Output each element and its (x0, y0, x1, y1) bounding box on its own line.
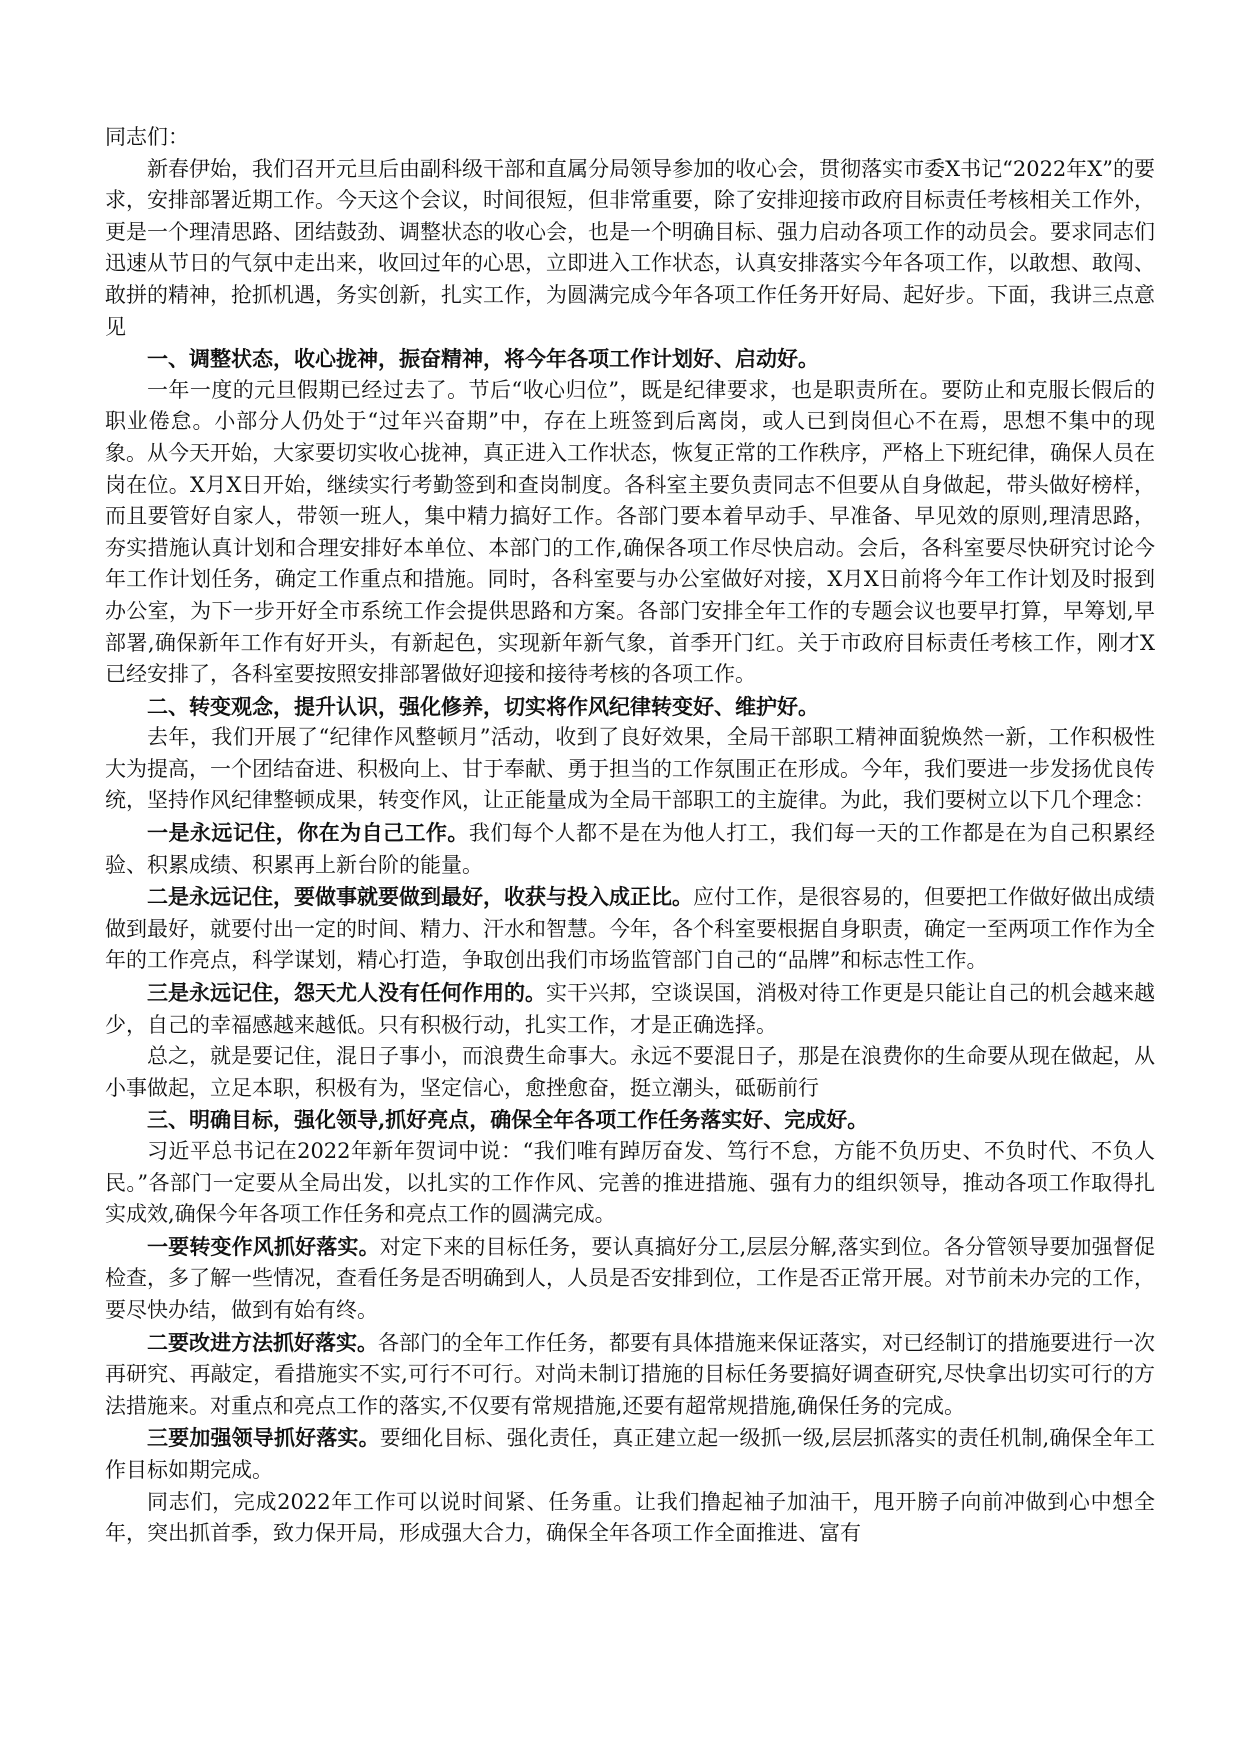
section-2-item-1-text: 我们每个人都不是在为他人打工，我们每一天的工作都是在为自己积累经验、积累成绩、积累再上新台阶的能量。 (105, 821, 1156, 877)
section-2-item-2-lead: 二是永远记住，要做事就要做到最好，收获与投入成正比。 (147, 884, 693, 910)
section-2-item-3 (105, 977, 1155, 1041)
section-2-item-3-text: 实干兴邦，空谈误国，消极对待工作更是只能让自己的机会越来越少，自己的幸福感越来越低。只有积极行动，扎实工作，才是正确选择。 (105, 981, 1155, 1037)
section-2-item-3-lead: 三是永远记住，怨天尤人没有任何作用的。 (147, 980, 546, 1006)
section-3-item-1-lead: 一要转变作风抓好落实。 (147, 1233, 380, 1259)
section-2-item-2-text: 应付工作，是很容易的，但要把工作做好做出成绩做到最好，就要付出一定的时间、精力、汗水和智慧。今年，各个科室要根据自身职责，确定一至两项工作作为全年的工作亮点，科学谋划，精心打造，争取创出我们市场监管部门自己的“品牌”和标志性工作。 (105, 885, 1155, 973)
intro-paragraph: 新春伊始，我们召开元旦后由副科级干部和直属分局领导参加的收心会，贯彻落实市委X书记“2022年X”的要求，安排部署近期工作。今天这个会议，时间很短，但非常重要，除了安排迎接市政府目标责任考核相关工作外，更是一个理清思路、团结鼓劲、调整状态的收心会，也是一个明确目标、强力启动各项工作的动员会。要求同志们迅速从节日的气氛中走出来，收回过年的心思，立即进入工作状态，认真安排落实今年各项工作，以敢想、敢闯、敢拼的精神，抢抓机遇，务实创新，扎实工作，为圆满完成今年各项工作任务开好局、起好步。下面，我讲三点意见 (105, 156, 1155, 339)
section-3-item-2 (105, 1327, 1155, 1423)
section-3-heading: 三、明确目标，强化领导,抓好亮点，确保全年各项工作任务落实好、完成好。 (147, 1107, 869, 1133)
closing-paragraph: 同志们，完成2022年工作可以说时间紧、任务重。让我们撸起袖子加油干，甩开膀子向前冲做到心中想全年，突出抓首季，致力保开局，形成强大合力，确保全年各项工作全面推进、富有 (105, 1489, 1155, 1546)
section-2-item-2 (105, 881, 1155, 977)
speech-text (105, 122, 1155, 1550)
section-3-item-1 (105, 1231, 1155, 1327)
section-3-item-3-lead: 三要加强领导抓好落实。 (147, 1425, 380, 1451)
section-3-item-3-text: 要细化目标、强化责任，真正建立起一级抓一级,层层抓落实的责任机制,确保全年工作目标如期完成。 (105, 1426, 1155, 1482)
section-3-paragraph: 习近平总书记在2022年新年贺词中说：“我们唯有踔厉奋发、笃行不怠，方能不负历史、不负时代、不负人民。”各部门一定要从全局出发，以扎实的工作作风、完善的推进措施、强有力的组织领导，推动各项工作取得扎实成效,确保今年各项工作任务和亮点工作的圆满完成。 (105, 1139, 1155, 1227)
section-3-item-3 (105, 1422, 1155, 1486)
section-3-item-2-lead: 二要改进方法抓好落实。 (147, 1329, 378, 1355)
section-3-item-1-text: 对定下来的目标任务，要认真搞好分工,层层分解,落实到位。各分管领导要加强督促检查，多了解一些情况，查看任务是否明确到人，人员是否安排到位，工作是否正常开展。对节前未办完的工作，要尽快办结，做到有始有终。 (105, 1234, 1155, 1322)
section-1-paragraph: 一年一度的元旦假期已经过去了。节后“收心归位”，既是纪律要求，也是职责所在。要防止和克服长假后的职业倦怠。小部分人仍处于“过年兴奋期”中，存在上班签到后离岗，或人已到岗但心不在焉，思想不集中的现象。从今天开始，大家要切实收心拢神，真正进入工作状态，恢复正常的工作秩序，严格上下班纪律，确保人员在岗在位。X月X日开始，继续实行考勤签到和查岗制度。各科室主要负责同志不但要从自身做起，带头做好榜样，而且要管好自家人，带领一班人，集中精力搞好工作。各部门要本着早动手、早准备、早见效的原则,理清思路，夯实措施认真计划和合理安排好本单位、本部门的工作,确保各项工作尽快启动。会后，各科室要尽快研究讨论今年工作计划任务，确定工作重点和措施。同时，各科室要与办公室做好对接，X月X日前将今年工作计划及时报到办公室，为下一步开好全市系统工作会提供思路和方案。各部门安排全年工作的专题会议也要早打算，早筹划,早部署,确保新年工作有好开头，有新起色，实现新年新气象，首季开门红。关于市政府目标责任考核工作，刚才X已经安排了，各科室要按照安排部署做好迎接和接待考核的各项工作。 (105, 377, 1155, 687)
section-2-summary: 总之，就是要记住，混日子事小，而浪费生命事大。永远不要混日子，那是在浪费你的生命要从现在做起，从小事做起，立足本职，积极有为，坚定信心，愈挫愈奋，挺立潮头，砥砺前行 (105, 1044, 1155, 1100)
section-2-item-1 (105, 817, 1155, 881)
section-1-heading: 一、调整状态，收心拢神，振奋精神，将今年各项工作计划好、启动好。 (147, 346, 819, 372)
salutation: 同志们： (105, 125, 189, 149)
section-3-item-2-text: 各部门的全年工作任务，都要有具体措施来保证落实，对已经制订的措施要进行一次再研究、再敲定，看措施实不实,可行不可行。对尚未制订措施的目标任务要搞好调查研究,尽快拿出切实可行的方法措施来。对重点和亮点工作的落实,不仅要有常规措施,还要有超常规措施,确保任务的完成。 (105, 1330, 1155, 1418)
section-2-heading: 二、转变观念，提升认识，强化修养，切实将作风纪律转变好、维护好。 (147, 693, 819, 719)
section-2-paragraph: 去年，我们开展了“纪律作风整顿月”活动，收到了良好效果，全局干部职工精神面貌焕然一新，工作积极性大为提高，一个团结奋进、积极向上、甘于奉献、勇于担当的工作氛围正在形成。今年，我们要进一步发扬优良传统，坚持作风纪律整顿成果，转变作风，让正能量成为全局干部职工的主旋律。为此，我们要树立以下几个理念： (105, 725, 1155, 813)
section-2-item-1-lead: 一是永远记住，你在为自己工作。 (147, 820, 469, 846)
